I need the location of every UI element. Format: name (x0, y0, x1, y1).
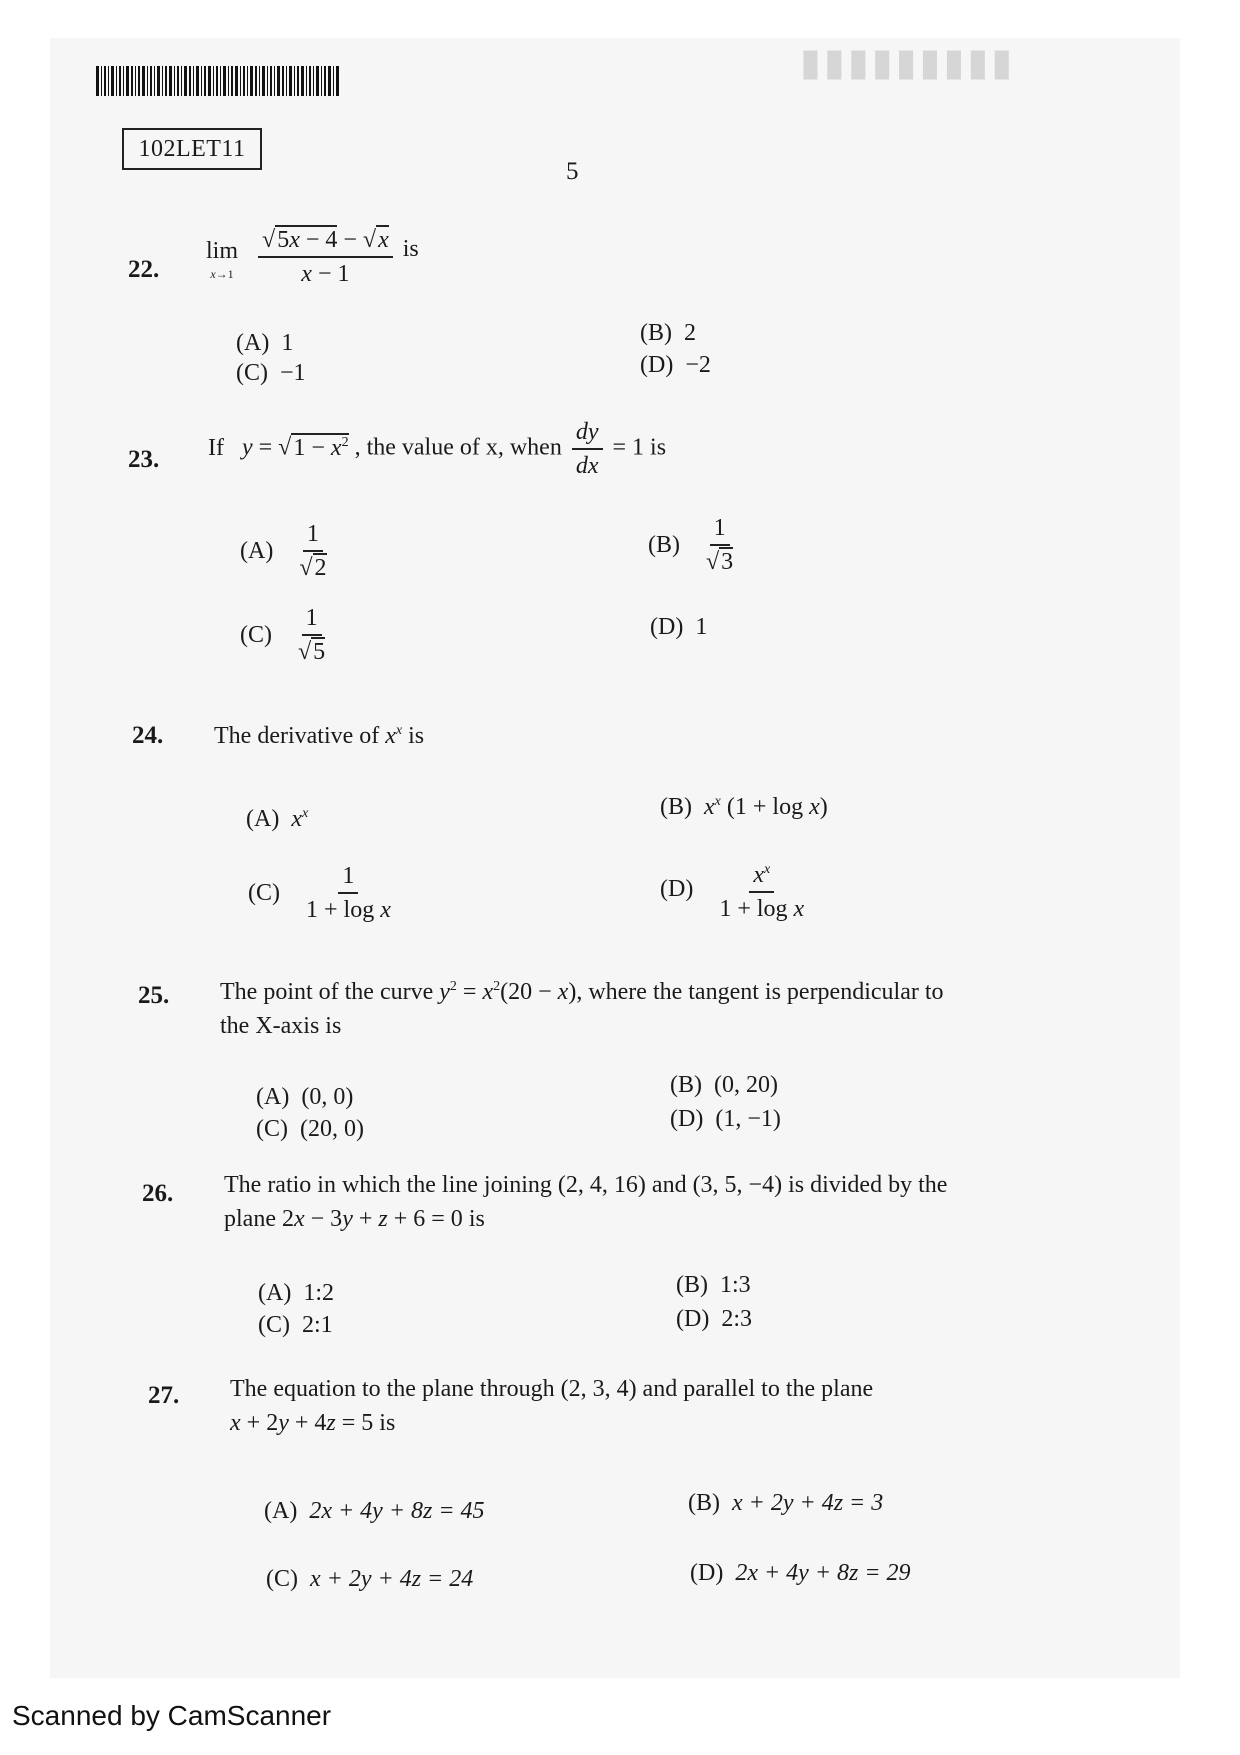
option-b[interactable]: (B) 1:3 (676, 1272, 751, 1298)
question-stem: lim x→1 $\frac{√5x - 4 - √x}{x - 1}$ is (206, 227, 419, 287)
question-stem: The equation to the plane through (2, 3, 4) and parallel to the plane x + 2y + 4z = 5 is (230, 1376, 874, 1436)
limit-fraction: $\frac{√5x - 4 - √x}{x - 1}$ (258, 226, 393, 288)
question-stem: The ratio in which the line joining (2, 4, 16) and (3, 5, −4) is divided by the plane 2x − 3y + z + 6 = 0 is (224, 1172, 948, 1232)
question-number: 27. (148, 1382, 180, 1409)
option-d[interactable]: (D) 2x + 4y + 8z = 29 (690, 1560, 911, 1586)
barcode-image (96, 66, 340, 96)
option-a[interactable]: (A) $x^x$ (246, 806, 309, 832)
option-d[interactable]: (D) −2 (640, 352, 711, 378)
option-a[interactable]: (A) 2x + 4y + 8z = 45 (264, 1498, 485, 1524)
question-number: 23. (128, 446, 160, 473)
option-d[interactable]: (D) 2:3 (676, 1306, 752, 1332)
option-c[interactable]: (C) $\frac{1}{√5}$ (240, 605, 326, 665)
question-stem: The point of the curve $y^2 = x^2(20 - x)$, where the tangent is perpendicular to the X-axis is (220, 979, 944, 1039)
option-c[interactable]: (C) 2:1 (258, 1312, 333, 1338)
option-d[interactable]: (D) $\frac{x^x}{\text{1 + log x}}$ (660, 856, 812, 923)
paper-code-box: 102LET11 (122, 128, 262, 170)
option-a[interactable]: (A) 1 (236, 330, 294, 356)
option-d[interactable]: (D) (1, −1) (670, 1106, 781, 1132)
bleed-through-mark: ▮▮▮▮▮▮▮▮▮ (800, 42, 1016, 84)
option-c[interactable]: (C) −1 (236, 360, 306, 386)
option-d[interactable]: (D) 1 (650, 614, 708, 640)
option-a[interactable]: (A) (0, 0) (256, 1084, 354, 1110)
option-c[interactable]: (C) (20, 0) (256, 1116, 364, 1142)
question-number: 25. (138, 982, 170, 1009)
option-a[interactable]: (A) 1:2 (258, 1280, 334, 1306)
option-b[interactable]: (B) $x^x$ (1 + log x) (660, 794, 828, 820)
option-b[interactable]: (B) $\frac{1}{√3}$ (648, 515, 734, 575)
option-b[interactable]: (B) x + 2y + 4z = 3 (688, 1490, 884, 1516)
question-number: 26. (142, 1180, 174, 1207)
option-c[interactable]: (C) $\frac{1}{\text{1 + log x}}$ (248, 863, 391, 923)
page-number: 5 (566, 158, 579, 185)
question-stem: If $y = √1 - x^2$ , the value of x, when $\frac{dy}{dx}$ = 1 is (208, 419, 667, 479)
question-number: 24. (132, 722, 164, 749)
option-a[interactable]: (A) $\frac{1}{√2}$ (240, 521, 327, 581)
option-c[interactable]: (C) x + 2y + 4z = 24 (266, 1566, 474, 1592)
scanner-watermark: Scanned by CamScanner (12, 1700, 332, 1731)
question-stem: The derivative of $x^x$ is (214, 723, 425, 749)
question-number: 22. (128, 256, 160, 283)
option-b[interactable]: (B) (0, 20) (670, 1072, 778, 1098)
option-b[interactable]: (B) 2 (640, 320, 696, 346)
